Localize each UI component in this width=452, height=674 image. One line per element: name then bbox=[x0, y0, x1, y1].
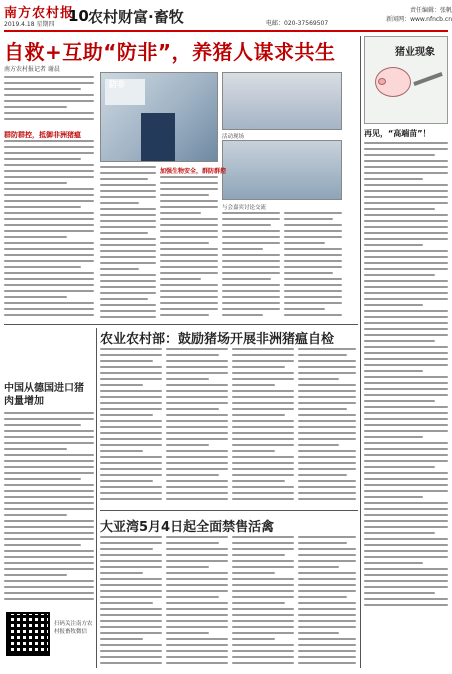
website-line: 新闻网：www.nfncb.cn bbox=[386, 16, 452, 23]
lead-subhead-1: 群防群控，抵御非洲猪瘟 bbox=[4, 131, 81, 139]
masthead bbox=[4, 2, 452, 30]
discussion-photo-caption: 与会嘉宾讨论交流 bbox=[222, 205, 267, 211]
lead-photo-caption: 活动现场 bbox=[222, 134, 245, 140]
article3-col-1 bbox=[100, 536, 162, 668]
lead-column-4 bbox=[222, 212, 280, 322]
cartoon-caption: 再见，“高端苗”！ bbox=[364, 129, 431, 138]
lead-column-5 bbox=[284, 212, 342, 322]
lead-photo bbox=[100, 72, 218, 162]
article3-col-2 bbox=[166, 536, 228, 668]
lead-subhead-2: 加强生物安全，群防群控 bbox=[160, 168, 227, 175]
article3-col-4 bbox=[298, 536, 356, 668]
qr-label: 扫码关注南方农村报畜牧微信 bbox=[54, 621, 93, 635]
page-number: 10 bbox=[68, 7, 89, 25]
lead-headline: 自救+互助“防非”，养猪人谋求共生 bbox=[4, 40, 336, 64]
pig-illustration bbox=[375, 67, 411, 97]
section-title: 农村财富·畜牧 bbox=[88, 8, 184, 26]
article3-col-3 bbox=[232, 536, 294, 668]
discussion-photo bbox=[222, 140, 342, 200]
header-rule bbox=[4, 30, 448, 32]
article2-col-2 bbox=[166, 348, 228, 508]
article2-title: 农业农村部：鼓励猪场开展非洲猪瘟自检 bbox=[100, 332, 335, 347]
photo-sign-text: 防非 bbox=[109, 80, 125, 89]
article2-col-3 bbox=[232, 348, 294, 508]
divider-1 bbox=[4, 324, 358, 325]
syringe-illustration bbox=[413, 72, 443, 86]
left-article-title: 中国从德国进口猪肉量增加 bbox=[4, 383, 84, 407]
lead-byline: 南方农村报记者 谢晨 bbox=[4, 66, 60, 73]
newspaper-brand: 南方农村报 bbox=[4, 6, 75, 21]
cartoon-title: 猪业现象 bbox=[395, 47, 435, 58]
lead-column-1 bbox=[4, 76, 94, 128]
article2-col-4 bbox=[298, 348, 356, 508]
lead-column-1b bbox=[4, 140, 94, 320]
lead-column-3 bbox=[160, 176, 218, 322]
left-article-body bbox=[4, 412, 94, 608]
qr-code bbox=[6, 612, 50, 656]
editor-and-site bbox=[376, 6, 452, 24]
meeting-photo bbox=[222, 72, 342, 130]
sidebar-column bbox=[364, 142, 448, 612]
article2-col-1 bbox=[100, 348, 162, 508]
issue-date: 2019.4.18 星期四 bbox=[4, 21, 55, 28]
vertical-divider bbox=[360, 36, 361, 668]
article3-title: 大亚湾5月4日起全面禁售活禽 bbox=[100, 520, 275, 535]
editor-line: 责任编辑：张帆 bbox=[409, 7, 452, 14]
cartoon-box bbox=[364, 36, 448, 124]
contact-email: 电邮：020-37569507 bbox=[266, 20, 329, 27]
divider-left bbox=[96, 328, 97, 668]
divider-2 bbox=[100, 510, 358, 511]
lead-column-2 bbox=[100, 166, 156, 322]
